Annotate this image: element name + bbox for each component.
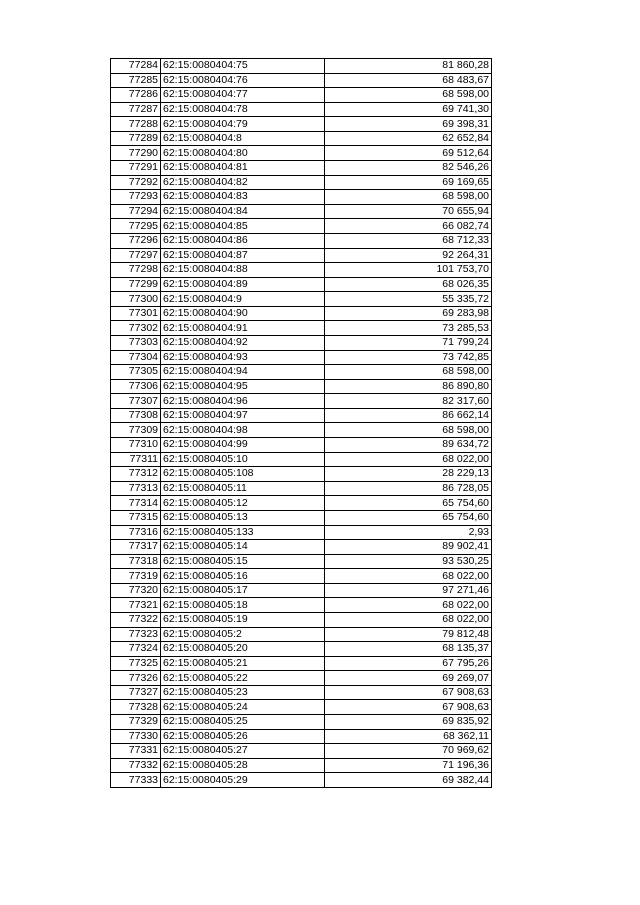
row-number-cell: 77293 [111, 190, 161, 205]
value-cell: 69 398,31 [325, 117, 492, 132]
row-number-cell: 77320 [111, 583, 161, 598]
table-row [111, 102, 492, 117]
row-number-cell: 77328 [111, 700, 161, 715]
row-number-cell: 77333 [111, 773, 161, 788]
table-row [111, 59, 492, 74]
cadastral-number-cell: 62:15:0080404:91 [161, 321, 325, 336]
table-row [111, 335, 492, 350]
value-cell: 71 799,24 [325, 335, 492, 350]
cadastral-number-cell: 62:15:0080404:94 [161, 365, 325, 380]
table-row [111, 190, 492, 205]
row-number-cell: 77299 [111, 277, 161, 292]
value-cell: 79 812,48 [325, 627, 492, 642]
cadastral-number-cell: 62:15:0080404:89 [161, 277, 325, 292]
value-cell: 68 598,00 [325, 88, 492, 103]
value-cell: 92 264,31 [325, 248, 492, 263]
row-number-cell: 77322 [111, 612, 161, 627]
value-cell: 73 285,53 [325, 321, 492, 336]
value-cell: 68 022,00 [325, 598, 492, 613]
table-row [111, 204, 492, 219]
value-cell: 69 382,44 [325, 773, 492, 788]
table-row [111, 510, 492, 525]
row-number-cell: 77311 [111, 452, 161, 467]
value-cell: 97 271,46 [325, 583, 492, 598]
table-row [111, 321, 492, 336]
value-cell: 67 908,63 [325, 700, 492, 715]
value-cell: 62 652,84 [325, 131, 492, 146]
value-cell: 69 512,64 [325, 146, 492, 161]
row-number-cell: 77292 [111, 175, 161, 190]
cadastral-number-cell: 62:15:0080404:93 [161, 350, 325, 365]
row-number-cell: 77288 [111, 117, 161, 132]
cadastral-number-cell: 62:15:0080405:17 [161, 583, 325, 598]
row-number-cell: 77296 [111, 233, 161, 248]
row-number-cell: 77298 [111, 263, 161, 278]
row-number-cell: 77297 [111, 248, 161, 263]
table-row [111, 481, 492, 496]
row-number-cell: 77300 [111, 292, 161, 307]
table-row [111, 627, 492, 642]
table-row [111, 379, 492, 394]
row-number-cell: 77291 [111, 161, 161, 176]
row-number-cell: 77307 [111, 394, 161, 409]
table-row [111, 73, 492, 88]
row-number-cell: 77316 [111, 525, 161, 540]
table-row [111, 146, 492, 161]
row-number-cell: 77284 [111, 59, 161, 74]
value-cell: 68 135,37 [325, 642, 492, 657]
cadastral-number-cell: 62:15:0080404:88 [161, 263, 325, 278]
cadastral-number-cell: 62:15:0080404:75 [161, 59, 325, 74]
cadastral-number-cell: 62:15:0080405:16 [161, 569, 325, 584]
table-row [111, 758, 492, 773]
table-row [111, 656, 492, 671]
row-number-cell: 77313 [111, 481, 161, 496]
cadastral-number-cell: 62:15:0080405:13 [161, 510, 325, 525]
cadastral-number-cell: 62:15:0080404:87 [161, 248, 325, 263]
cadastral-number-cell: 62:15:0080404:98 [161, 423, 325, 438]
cadastral-number-cell: 62:15:0080404:80 [161, 146, 325, 161]
table-row [111, 612, 492, 627]
cadastral-number-cell: 62:15:0080404:95 [161, 379, 325, 394]
cadastral-number-cell: 62:15:0080404:77 [161, 88, 325, 103]
value-cell: 101 753,70 [325, 263, 492, 278]
cadastral-number-cell: 62:15:0080405:26 [161, 729, 325, 744]
row-number-cell: 77332 [111, 758, 161, 773]
table-row [111, 744, 492, 759]
value-cell: 71 196,36 [325, 758, 492, 773]
table-row [111, 569, 492, 584]
table-row [111, 540, 492, 555]
row-number-cell: 77285 [111, 73, 161, 88]
table-row [111, 583, 492, 598]
value-cell: 73 742,85 [325, 350, 492, 365]
value-cell: 69 835,92 [325, 715, 492, 730]
value-cell: 28 229,13 [325, 467, 492, 482]
cadastral-number-cell: 62:15:0080404:96 [161, 394, 325, 409]
table-row [111, 525, 492, 540]
cadastral-number-cell: 62:15:0080404:90 [161, 306, 325, 321]
value-cell: 93 530,25 [325, 554, 492, 569]
table-row [111, 671, 492, 686]
value-cell: 68 362,11 [325, 729, 492, 744]
row-number-cell: 77306 [111, 379, 161, 394]
cadastral-number-cell: 62:15:0080405:10 [161, 452, 325, 467]
value-cell: 68 026,35 [325, 277, 492, 292]
value-cell: 68 022,00 [325, 569, 492, 584]
cadastral-number-cell: 62:15:0080405:23 [161, 685, 325, 700]
row-number-cell: 77309 [111, 423, 161, 438]
row-number-cell: 77325 [111, 656, 161, 671]
table-row [111, 598, 492, 613]
table-row [111, 408, 492, 423]
table-row [111, 438, 492, 453]
table-row [111, 219, 492, 234]
table-row [111, 248, 492, 263]
value-cell: 68 022,00 [325, 612, 492, 627]
value-cell: 68 022,00 [325, 452, 492, 467]
value-cell: 69 283,98 [325, 306, 492, 321]
value-cell: 70 969,62 [325, 744, 492, 759]
value-cell: 65 754,60 [325, 510, 492, 525]
table-row [111, 423, 492, 438]
value-cell: 86 662,14 [325, 408, 492, 423]
value-cell: 70 655,94 [325, 204, 492, 219]
row-number-cell: 77330 [111, 729, 161, 744]
value-cell: 55 335,72 [325, 292, 492, 307]
value-cell: 89 902,41 [325, 540, 492, 555]
cadastral-number-cell: 62:15:0080405:19 [161, 612, 325, 627]
row-number-cell: 77329 [111, 715, 161, 730]
value-cell: 82 317,60 [325, 394, 492, 409]
table-row [111, 306, 492, 321]
row-number-cell: 77286 [111, 88, 161, 103]
row-number-cell: 77323 [111, 627, 161, 642]
value-cell: 67 795,26 [325, 656, 492, 671]
table-row [111, 642, 492, 657]
value-cell: 67 908,63 [325, 685, 492, 700]
value-cell: 82 546,26 [325, 161, 492, 176]
cadastral-number-cell: 62:15:0080405:11 [161, 481, 325, 496]
value-cell: 89 634,72 [325, 438, 492, 453]
row-number-cell: 77289 [111, 131, 161, 146]
value-cell: 86 728,05 [325, 481, 492, 496]
table-row [111, 263, 492, 278]
cadastral-number-cell: 62:15:0080405:133 [161, 525, 325, 540]
table-row [111, 233, 492, 248]
row-number-cell: 77305 [111, 365, 161, 380]
row-number-cell: 77304 [111, 350, 161, 365]
cadastral-number-cell: 62:15:0080404:78 [161, 102, 325, 117]
cadastral-number-cell: 62:15:0080405:28 [161, 758, 325, 773]
table-body [111, 59, 492, 788]
row-number-cell: 77301 [111, 306, 161, 321]
cadastral-number-cell: 62:15:0080405:21 [161, 656, 325, 671]
value-cell: 68 712,33 [325, 233, 492, 248]
row-number-cell: 77312 [111, 467, 161, 482]
cadastral-number-cell: 62:15:0080404:81 [161, 161, 325, 176]
table-row [111, 773, 492, 788]
row-number-cell: 77290 [111, 146, 161, 161]
row-number-cell: 77287 [111, 102, 161, 117]
row-number-cell: 77326 [111, 671, 161, 686]
document-page [110, 58, 492, 788]
row-number-cell: 77319 [111, 569, 161, 584]
cadastral-number-cell: 62:15:0080404:79 [161, 117, 325, 132]
row-number-cell: 77295 [111, 219, 161, 234]
cadastral-number-cell: 62:15:0080405:18 [161, 598, 325, 613]
row-number-cell: 77310 [111, 438, 161, 453]
cadastral-number-cell: 62:15:0080405:14 [161, 540, 325, 555]
table-row [111, 161, 492, 176]
value-cell: 2,93 [325, 525, 492, 540]
table-row [111, 350, 492, 365]
row-number-cell: 77294 [111, 204, 161, 219]
cadastral-value-table [110, 58, 492, 788]
cadastral-number-cell: 62:15:0080404:92 [161, 335, 325, 350]
cadastral-number-cell: 62:15:0080405:29 [161, 773, 325, 788]
table-row [111, 292, 492, 307]
row-number-cell: 77302 [111, 321, 161, 336]
value-cell: 66 082,74 [325, 219, 492, 234]
value-cell: 81 860,28 [325, 59, 492, 74]
table-row [111, 554, 492, 569]
row-number-cell: 77318 [111, 554, 161, 569]
row-number-cell: 77327 [111, 685, 161, 700]
cadastral-number-cell: 62:15:0080404:99 [161, 438, 325, 453]
cadastral-number-cell: 62:15:0080405:24 [161, 700, 325, 715]
cadastral-number-cell: 62:15:0080404:83 [161, 190, 325, 205]
row-number-cell: 77331 [111, 744, 161, 759]
row-number-cell: 77303 [111, 335, 161, 350]
row-number-cell: 77315 [111, 510, 161, 525]
cadastral-number-cell: 62:15:0080405:15 [161, 554, 325, 569]
value-cell: 69 269,07 [325, 671, 492, 686]
cadastral-number-cell: 62:15:0080405:27 [161, 744, 325, 759]
table-row [111, 452, 492, 467]
cadastral-number-cell: 62:15:0080404:85 [161, 219, 325, 234]
table-row [111, 496, 492, 511]
row-number-cell: 77321 [111, 598, 161, 613]
cadastral-number-cell: 62:15:0080404:82 [161, 175, 325, 190]
table-row [111, 700, 492, 715]
table-row [111, 394, 492, 409]
row-number-cell: 77314 [111, 496, 161, 511]
row-number-cell: 77317 [111, 540, 161, 555]
table-row [111, 365, 492, 380]
table-row [111, 467, 492, 482]
table-row [111, 175, 492, 190]
value-cell: 68 598,00 [325, 365, 492, 380]
cadastral-number-cell: 62:15:0080404:9 [161, 292, 325, 307]
cadastral-number-cell: 62:15:0080405:25 [161, 715, 325, 730]
cadastral-number-cell: 62:15:0080405:12 [161, 496, 325, 511]
cadastral-number-cell: 62:15:0080404:97 [161, 408, 325, 423]
value-cell: 68 483,67 [325, 73, 492, 88]
row-number-cell: 77308 [111, 408, 161, 423]
value-cell: 68 598,00 [325, 423, 492, 438]
cadastral-number-cell: 62:15:0080404:76 [161, 73, 325, 88]
cadastral-number-cell: 62:15:0080404:86 [161, 233, 325, 248]
cadastral-number-cell: 62:15:0080405:2 [161, 627, 325, 642]
table-row [111, 88, 492, 103]
value-cell: 86 890,80 [325, 379, 492, 394]
table-row [111, 685, 492, 700]
table-row [111, 131, 492, 146]
value-cell: 65 754,60 [325, 496, 492, 511]
value-cell: 68 598,00 [325, 190, 492, 205]
table-row [111, 729, 492, 744]
cadastral-number-cell: 62:15:0080404:84 [161, 204, 325, 219]
cadastral-number-cell: 62:15:0080405:108 [161, 467, 325, 482]
table-row [111, 715, 492, 730]
value-cell: 69 169,65 [325, 175, 492, 190]
table-row [111, 117, 492, 132]
value-cell: 69 741,30 [325, 102, 492, 117]
cadastral-number-cell: 62:15:0080405:22 [161, 671, 325, 686]
cadastral-number-cell: 62:15:0080404:8 [161, 131, 325, 146]
table-row [111, 277, 492, 292]
cadastral-number-cell: 62:15:0080405:20 [161, 642, 325, 657]
row-number-cell: 77324 [111, 642, 161, 657]
